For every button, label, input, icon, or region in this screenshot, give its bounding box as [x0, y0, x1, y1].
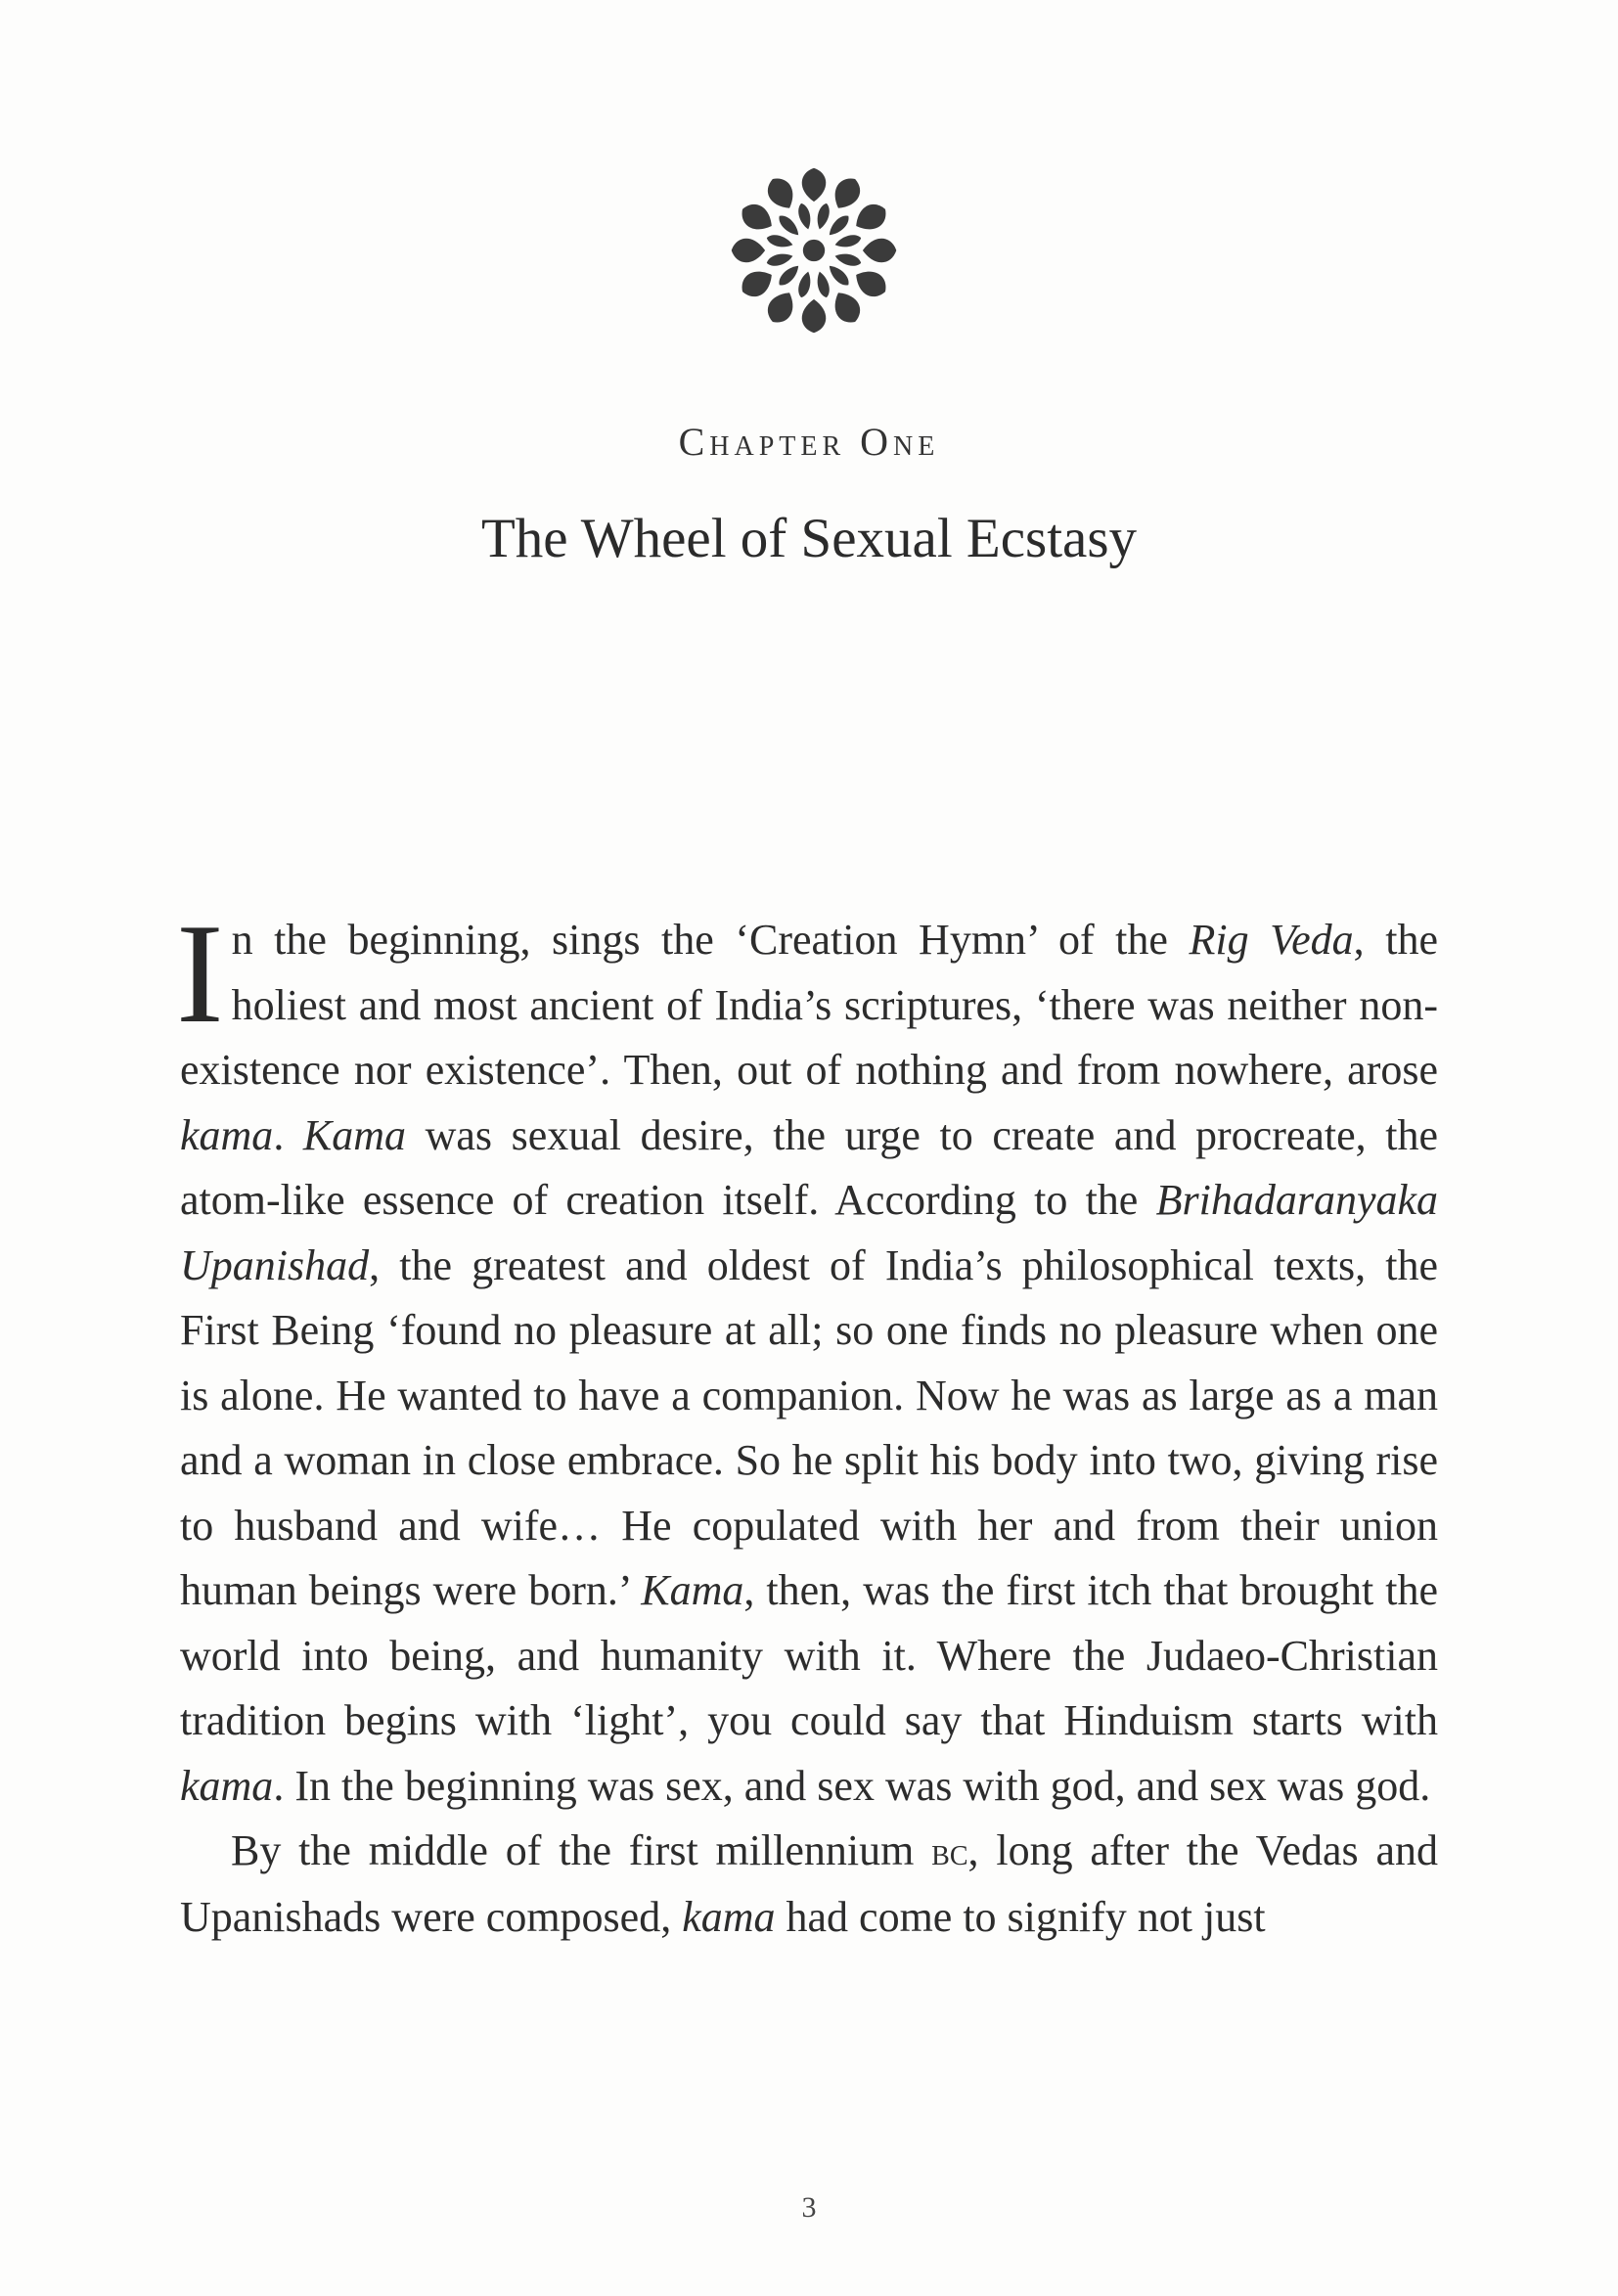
drop-cap: I: [176, 894, 224, 1053]
lotus-rosette-icon: [730, 166, 898, 335]
paragraph: By the middle of the first millennium bc, long after the Vedas and Upanishads were composed, kama had come to signify not just: [180, 1826, 1438, 1941]
chapter-label: Chapter One: [678, 420, 940, 464]
page-number: 3: [801, 2191, 817, 2224]
body-text: [176, 894, 1439, 1950]
chapter-title: The Wheel of Sexual Ecstasy: [480, 508, 1138, 569]
paragraph: In the beginning, sings the ‘Creation Hymn’ of the Rig Veda, the holiest and most ancient of India’s scriptures, ‘there was neither non-existence nor existence’. Then, out of nothing and from nowhere, arose kama. Kama was sexual desire, the urge to create and procreate, the atom-like essence of creation itself. According to the Brihadaranyaka Upanishad, the greatest and oldest of India’s philosophical texts, the First Being ‘found no pleasure at all; so one finds no pleasure when one is alone. He wanted to have a companion. Now he was as large as a man and a woman in close embrace. So he split his body into two, giving rise to husband and wife… He copulated with her and from their union human beings were born.’ Kama, then, was the first itch that brought the world into being, and humanity with it. Where the Judaeo-Christian tradition begins with ‘light’, you could say that Hinduism starts with kama. In the beginning was sex, and sex was with god, and sex was god.: [176, 894, 1439, 1810]
